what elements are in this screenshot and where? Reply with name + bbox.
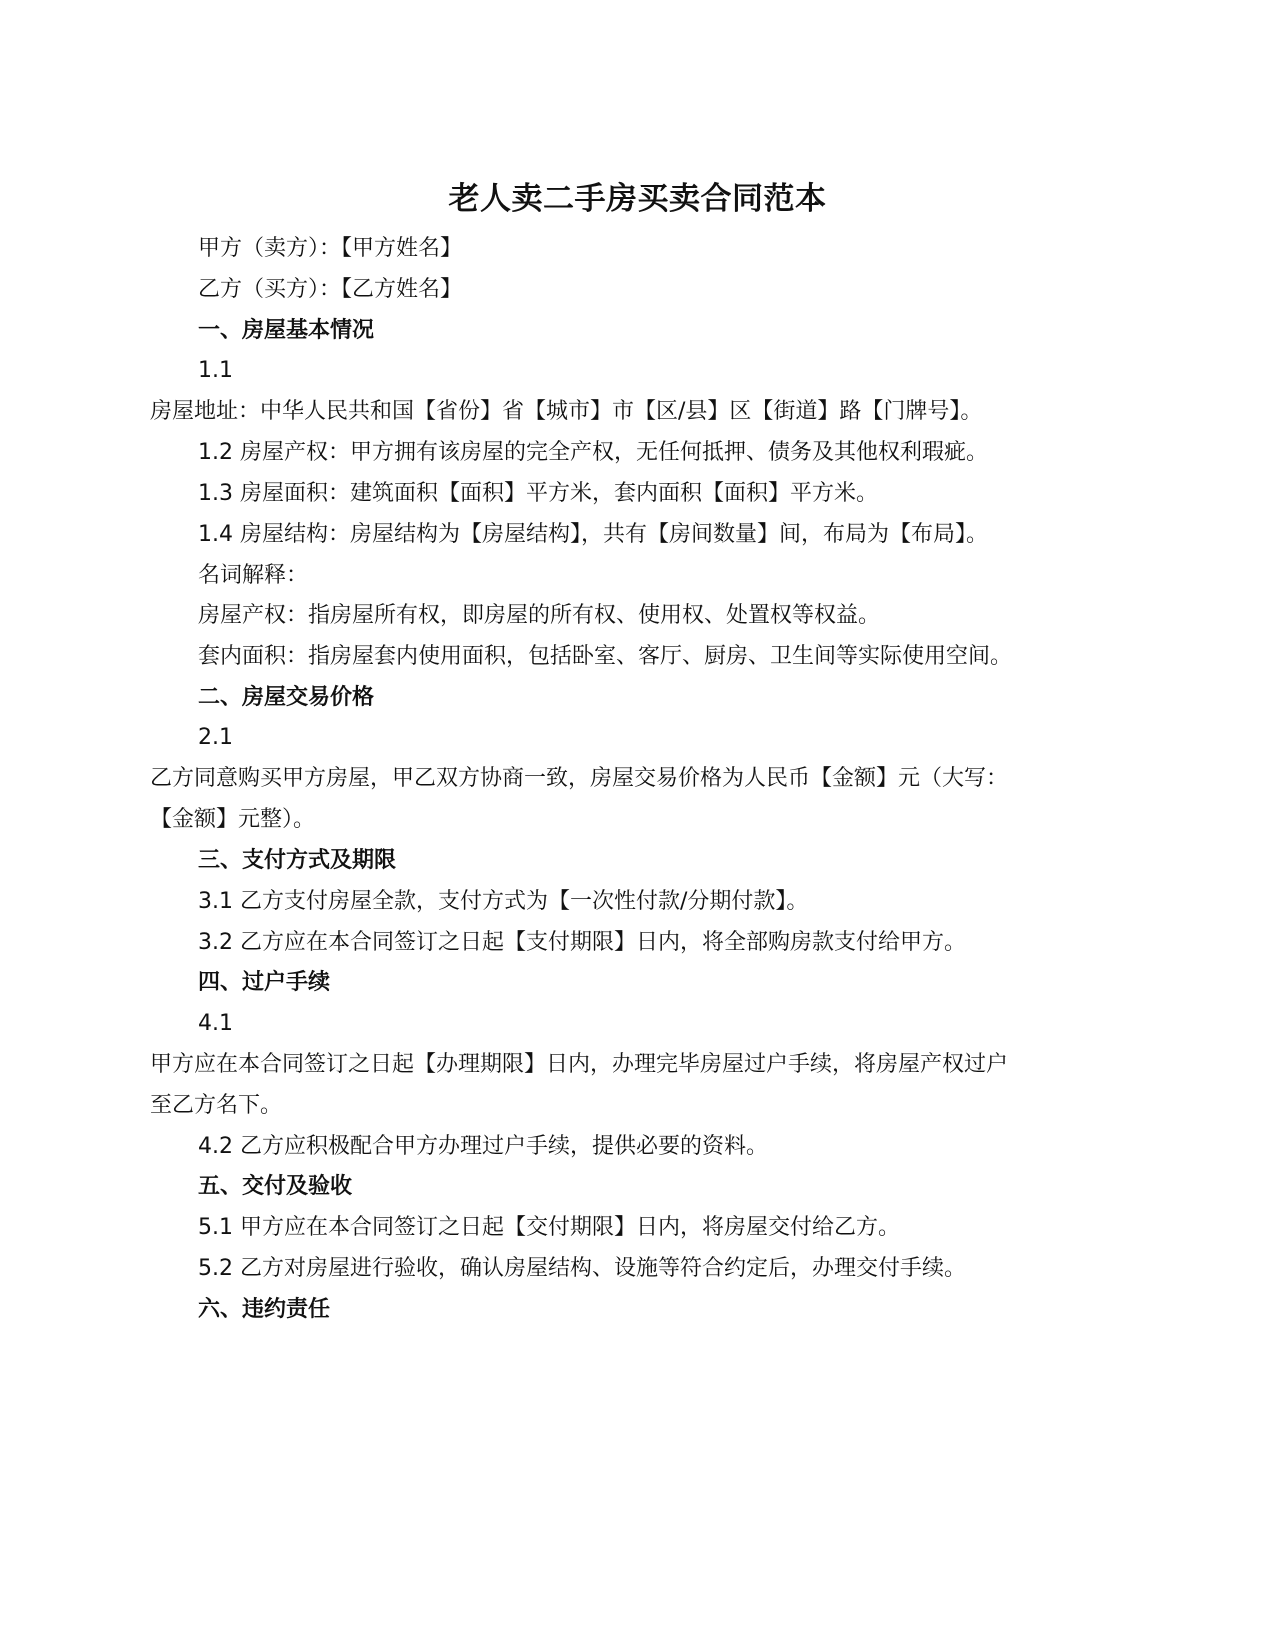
clause-4-1-text-line-1: 甲方应在本合同签订之日起【办理期限】日内，办理完毕房屋过户手续，将房屋产权过户: [150, 1052, 1009, 1077]
section-4-heading: 四、过户手续: [198, 970, 331, 995]
section-2-heading: 二、房屋交易价格: [198, 685, 375, 710]
clause-4-2: 4.2 乙方应积极配合甲方办理过户手续，提供必要的资料。: [198, 1134, 768, 1159]
section-1-heading: 一、房屋基本情况: [198, 318, 375, 343]
glossary-label: 名词解释：: [198, 563, 309, 588]
section-3-heading: 三、支付方式及期限: [198, 848, 397, 873]
clause-5-2: 5.2 乙方对房屋进行验收，确认房屋结构、设施等符合约定后，办理交付手续。: [198, 1256, 966, 1281]
clause-5-1: 5.1 甲方应在本合同签订之日起【交付期限】日内，将房屋交付给乙方。: [198, 1215, 900, 1240]
clause-4-1-number: 4.1: [198, 1011, 233, 1036]
clause-3-1: 3.1 乙方支付房屋全款，支付方式为【一次性付款/分期付款】。: [198, 889, 809, 914]
glossary-item-property-right: 房屋产权：指房屋所有权，即房屋的所有权、使用权、处置权等权益。: [198, 603, 881, 628]
clause-3-2: 3.2 乙方应在本合同签订之日起【支付期限】日内，将全部购房款支付给甲方。: [198, 930, 966, 955]
clause-2-1-number: 2.1: [198, 725, 233, 750]
clause-2-1-text-line-1: 乙方同意购买甲方房屋，甲乙双方协商一致，房屋交易价格为人民币【金额】元（大写：: [150, 766, 1009, 791]
party-a-line: 甲方（卖方）：【甲方姓名】: [198, 236, 463, 261]
document-title: 老人卖二手房买卖合同范本: [448, 181, 827, 217]
clause-4-1-text-line-2: 至乙方名下。: [150, 1093, 283, 1118]
section-6-heading: 六、违约责任: [198, 1297, 331, 1322]
clause-1-1-number: 1.1: [198, 358, 233, 383]
clause-1-2: 1.2 房屋产权：甲方拥有该房屋的完全产权，无任何抵押、债务及其他权利瑕疵。: [198, 440, 988, 465]
clause-2-1-text-line-2: 【金额】元整）。: [150, 807, 316, 832]
clause-1-4: 1.4 房屋结构：房屋结构为【房屋结构】，共有【房间数量】间，布局为【布局】。: [198, 522, 988, 547]
party-b-line: 乙方（买方）：【乙方姓名】: [198, 277, 463, 302]
clause-1-3: 1.3 房屋面积：建筑面积【面积】平方米，套内面积【面积】平方米。: [198, 481, 878, 506]
section-5-heading: 五、交付及验收: [198, 1174, 353, 1199]
glossary-item-inner-area: 套内面积：指房屋套内使用面积，包括卧室、客厅、厨房、卫生间等实际使用空间。: [198, 644, 1013, 669]
clause-1-1-text: 房屋地址：中华人民共和国【省份】省【城市】市【区/县】区【街道】路【门牌号】。: [150, 399, 983, 424]
